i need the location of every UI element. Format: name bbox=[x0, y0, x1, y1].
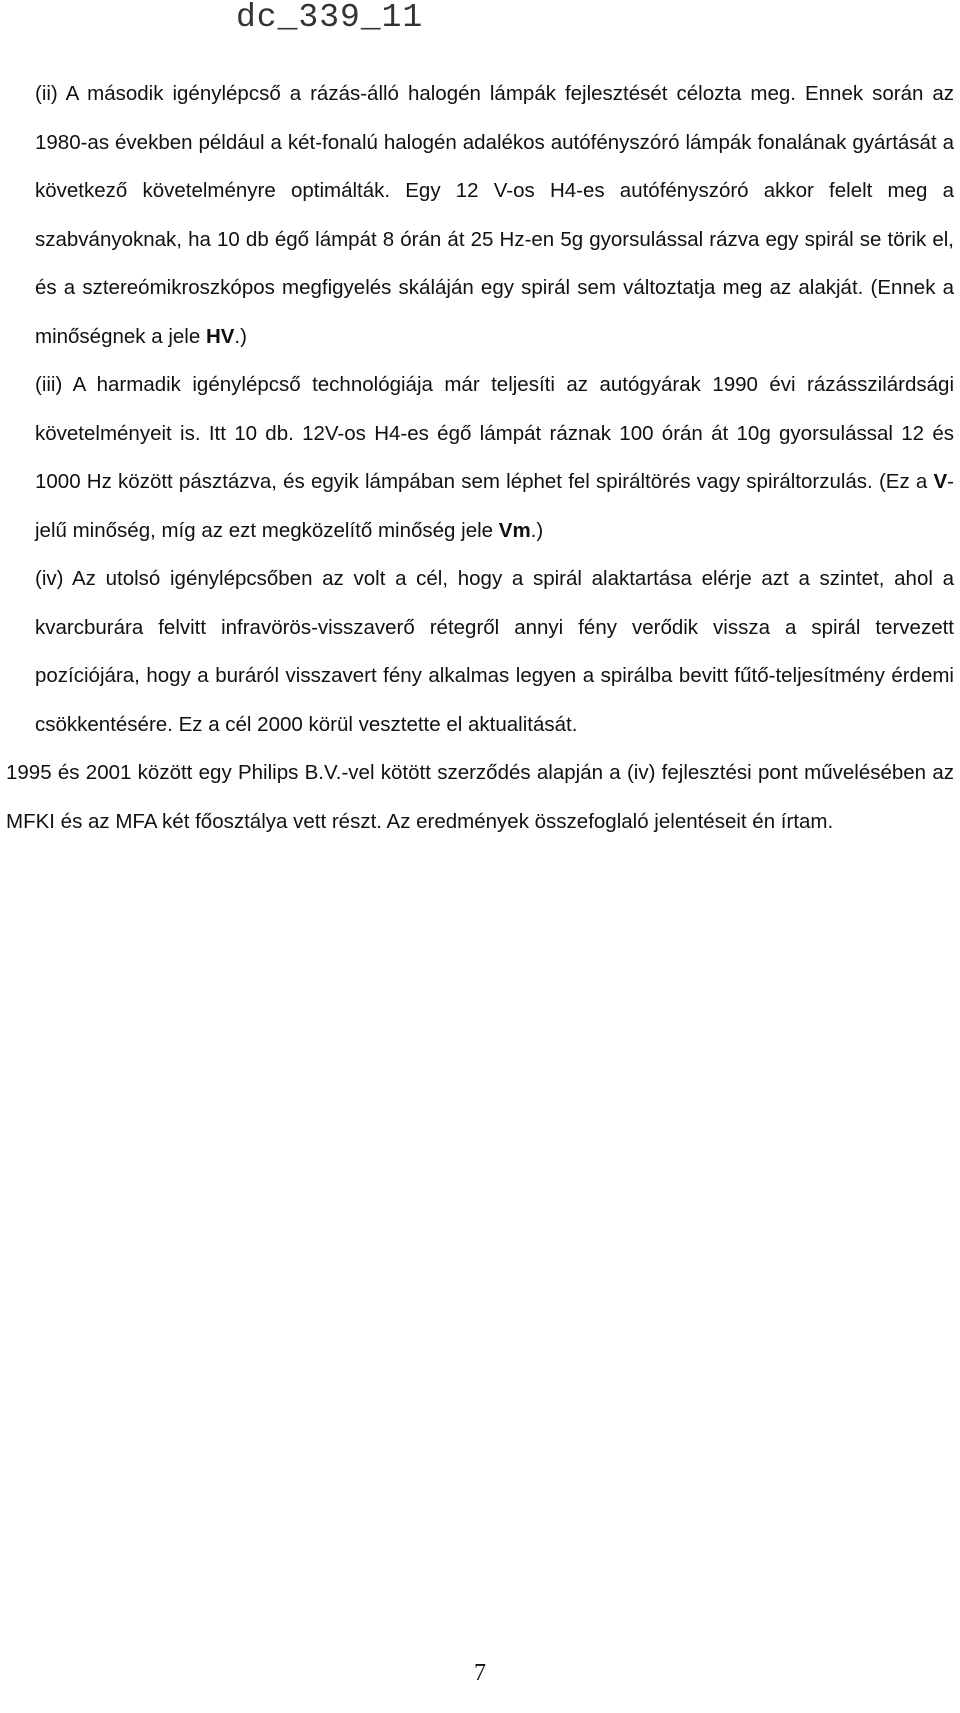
paragraph-iii-tail: .) bbox=[530, 518, 544, 542]
quality-mark-hv: HV bbox=[205, 324, 235, 348]
document-id-header: dc_339_11 bbox=[236, 0, 424, 36]
paragraph-iv-text: (iv) Az utolsó igénylépcsőben az volt a cél, hogy a spirál alaktartása elérje azt a szintet, ahol a kvarcburára felvitt infravörös-visszaverő rétegről annyi fény verődik vissza a spirál tervezett pozíciójára, hogy a buráról visszavert fény alkalmas legyen a spirálba bevitt fűtő-teljesítmény érdemi csökkentésére. Ez a cél 2000 körül vesztette el aktualitását. bbox=[35, 567, 954, 736]
paragraph-final-text: 1995 és 2001 között egy Philips B.V.-vel kötött szerződés alapján a (iv) fejlesztési pont művelésében az MFKI és az MFA két főosztálya vett részt. Az eredmények összefoglaló jelentéseit én írtam. bbox=[6, 761, 954, 833]
paragraph-iii bbox=[6, 361, 954, 555]
paragraph-iv bbox=[6, 555, 954, 749]
paragraph-final bbox=[6, 749, 954, 846]
paragraph-ii-tail: .) bbox=[234, 324, 247, 348]
document-body bbox=[6, 70, 954, 846]
quality-mark-v: V bbox=[933, 470, 948, 493]
quality-mark-vm: Vm bbox=[498, 518, 531, 542]
paragraph-iii-text-2: -jelű minőség, míg az ezt megközelítő minőség jele bbox=[35, 470, 954, 542]
paragraph-ii bbox=[6, 70, 954, 361]
page-number: 7 bbox=[474, 1660, 486, 1686]
paragraph-iii-text-1: (iii) A harmadik igénylépcső technológiája már teljesíti az autógyárak 1990 évi rázásszilárdsági követelményeit is. Itt 10 db. 12V-os H4-es égő lámpát ráznak 100 órán át 10g gyorsulással 12 és 1000 Hz között pásztázva, és egyik lámpában sem léphet fel spiráltörés vagy spiráltorzulás. (Ez a bbox=[35, 373, 954, 493]
paragraph-ii-text: (ii) A második igénylépcső a rázás-álló halogén lámpák fejlesztését célozta meg. Ennek során az 1980-as években például a két-fonalú halogén adalékos autófényszóró lámpák fonalának gyártását a következő követelményre optimálták. Egy 12 V-os H4-es autófényszóró akkor felelt meg a szabványoknak, ha 10 db égő lámpát 8 órán át 25 Hz-en 5g gyorsulással rázva egy spirál se törik el, és a sztereómikroszkópos megfigyelés skáláján egy spirál sem változtatja meg az alakját. (Ennek a minőségnek a jele bbox=[35, 82, 954, 348]
